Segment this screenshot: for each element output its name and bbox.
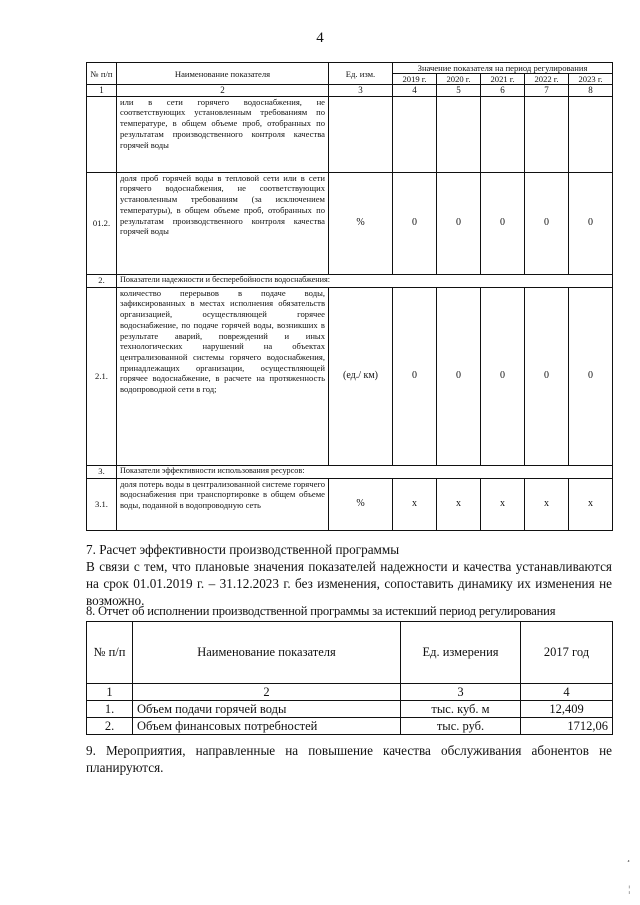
header-year: 2019 г.	[393, 74, 437, 85]
table-row	[87, 718, 613, 735]
row-num: 2.1.	[87, 287, 117, 465]
section-num: 2.	[87, 274, 117, 287]
row-value	[393, 96, 437, 172]
row-value: 0	[393, 287, 437, 465]
column-numbers-row	[87, 85, 613, 97]
column-number: 8	[569, 85, 613, 97]
header-name: Наименование показателя	[133, 622, 401, 684]
header-year: 2017 год	[521, 622, 613, 684]
section-8-title: 8. Отчет об исполнении производственной программы за истекший период регулирования	[86, 604, 556, 618]
row-description: доля потерь воды в централизованной системе горячего водоснабжения при транспортировке в общем объеме воды, поданной в водопроводную сеть	[117, 478, 329, 530]
row-unit	[329, 96, 393, 172]
row-num: 01.2.	[87, 172, 117, 274]
scan-mark: ¦	[628, 884, 630, 894]
row-value	[525, 96, 569, 172]
row-value: х	[481, 478, 525, 530]
section-title: Показатели надежности и бесперебойности водоснабжения:	[117, 274, 613, 287]
row-name: Объем подачи горячей воды	[133, 701, 401, 718]
row-value: 0	[393, 172, 437, 274]
column-number: 5	[437, 85, 481, 97]
table-row	[87, 96, 613, 172]
row-value: 0	[525, 287, 569, 465]
table-header-row	[87, 63, 613, 74]
row-value	[569, 96, 613, 172]
table-header-row	[87, 622, 613, 684]
indicators-table	[86, 62, 613, 531]
column-number: 4	[393, 85, 437, 97]
row-name: Объем финансовых потребностей	[133, 718, 401, 735]
table-row	[87, 172, 613, 274]
section-row	[87, 274, 613, 287]
table-row	[87, 287, 613, 465]
row-value	[437, 96, 481, 172]
row-unit: (ед./ км)	[329, 287, 393, 465]
page-number: 4	[316, 30, 324, 46]
column-number: 3	[329, 85, 393, 97]
row-description: или в сети горячего водоснабжения, не соответствующих установленным требованиям по температуре, в общем объеме проб, отобранных по результатам производственного контроля качества горячей воды	[117, 96, 329, 172]
row-value: 0	[569, 287, 613, 465]
header-unit: Ед. изм.	[329, 63, 393, 85]
scan-mark: ¸	[627, 852, 630, 862]
column-number: 6	[481, 85, 525, 97]
row-unit: %	[329, 478, 393, 530]
header-period: Значение показателя на период регулирования	[393, 63, 613, 74]
section-row	[87, 465, 613, 478]
row-value: 0	[437, 172, 481, 274]
column-number: 3	[401, 684, 521, 701]
header-year: 2021 г.	[481, 74, 525, 85]
row-value: х	[525, 478, 569, 530]
row-value: 0	[481, 287, 525, 465]
column-number: 2	[117, 85, 329, 97]
header-year: 2023 г.	[569, 74, 613, 85]
row-num: 1.	[87, 701, 133, 718]
header-num: № п/п	[87, 63, 117, 85]
header-year: 2020 г.	[437, 74, 481, 85]
row-value: х	[569, 478, 613, 530]
table-row	[87, 478, 613, 530]
section-num: 3.	[87, 465, 117, 478]
row-value: 0	[481, 172, 525, 274]
row-value: 0	[569, 172, 613, 274]
row-description: доля проб горячей воды в тепловой сети или в сети горячего водоснабжения, не соответствующих установленным требованиям (за исключением температуры), в общем объеме проб, отобранных по результатам производственного контроля качества горячей воды	[117, 172, 329, 274]
row-num: 3.1.	[87, 478, 117, 530]
section-7-body: В связи с тем, что плановые значения показателей надежности и качества устанавливаются на срок 01.01.2019 г. – 31.12.2023 г. без изменения, сопоставить динамику их изменения не возможно.	[86, 559, 612, 608]
header-num: № п/п	[87, 622, 133, 684]
row-unit: %	[329, 172, 393, 274]
row-value	[481, 96, 525, 172]
row-num: 2.	[87, 718, 133, 735]
header-year: 2022 г.	[525, 74, 569, 85]
column-number: 7	[525, 85, 569, 97]
row-num	[87, 96, 117, 172]
header-name: Наименование показателя	[117, 63, 329, 85]
row-value: х	[437, 478, 481, 530]
section-9-text: 9. Мероприятия, направленные на повышение качества обслуживания абонентов не планируются.	[86, 743, 612, 775]
row-value: 12,409	[521, 701, 613, 718]
row-unit: тыс. куб. м	[401, 701, 521, 718]
row-unit: тыс. руб.	[401, 718, 521, 735]
section-7-title: 7. Расчет эффективности производственной программы	[86, 542, 400, 557]
row-value: 0	[525, 172, 569, 274]
header-unit: Ед. измерения	[401, 622, 521, 684]
section-title: Показатели эффективности использования ресурсов:	[117, 465, 613, 478]
table-row	[87, 701, 613, 718]
column-number: 4	[521, 684, 613, 701]
column-number: 1	[87, 684, 133, 701]
row-description: количество перерывов в подаче воды, зафиксированных в местах исполнения обязательств организацией, осуществляющей горячее водоснабжение, по подаче горячей воды, возникших в результате аварий, повреждений и иных технологических нарушений на объектах централизованной системы горячего водоснабжения, принадлежащих организации, осуществляющей горячее водоснабжение, в расчете на протяженность водопроводной сети в год;	[117, 287, 329, 465]
row-value: х	[393, 478, 437, 530]
report-table	[86, 621, 613, 735]
row-value: 1712,06	[521, 718, 613, 735]
row-value: 0	[437, 287, 481, 465]
column-number: 1	[87, 85, 117, 97]
column-number: 2	[133, 684, 401, 701]
column-numbers-row	[87, 684, 613, 701]
